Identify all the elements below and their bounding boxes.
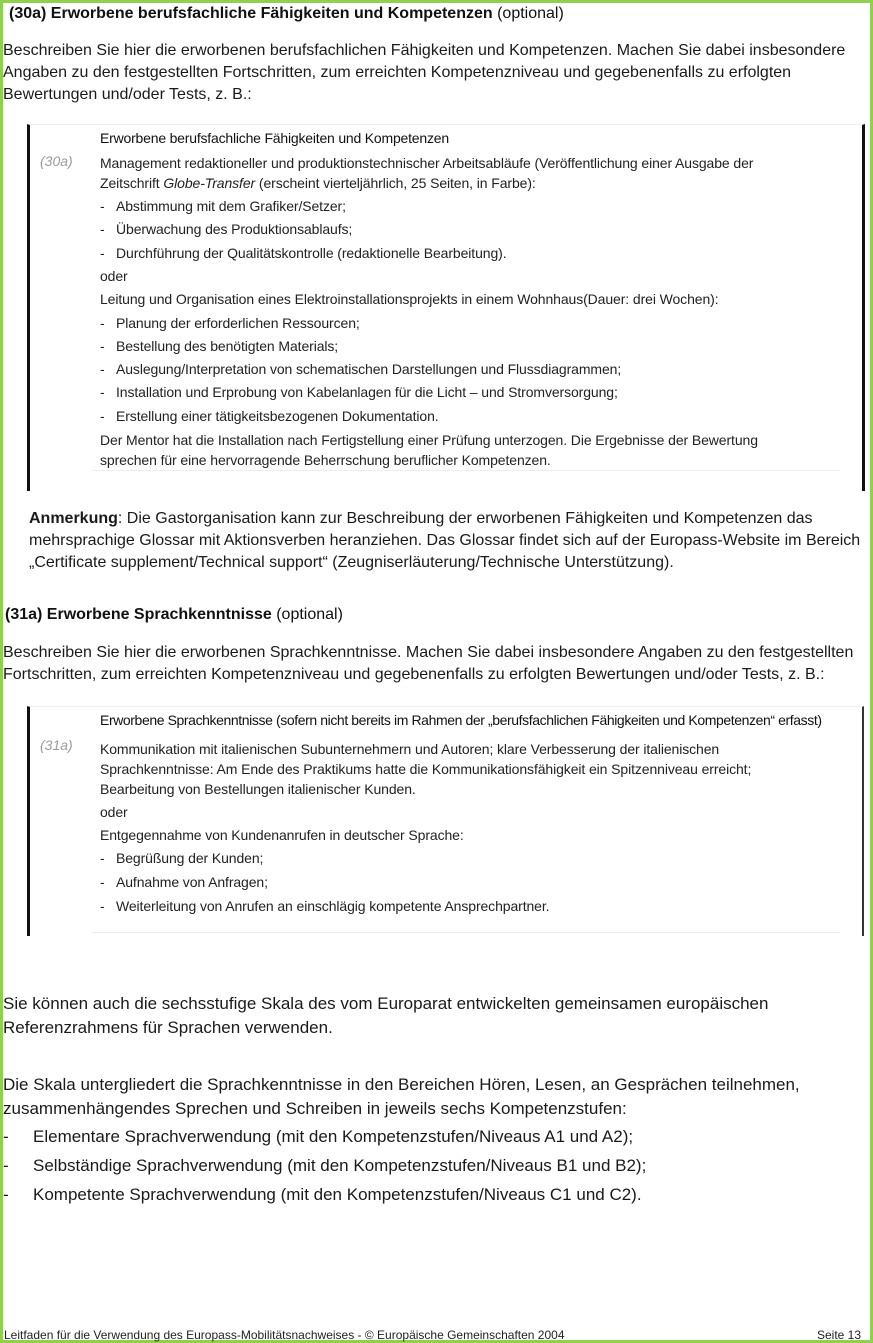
scale-line: Referenzrahmens für Sprachen verwenden. (3, 1018, 333, 1037)
list-text: Installation und Erprobung von Kabelanlagen für die Licht – und Stromversorgung; (116, 384, 618, 400)
box-line: Kommunikation mit italienischen Subunternehmern und Autoren; klare Verbesserung der italienischen (100, 741, 720, 757)
note-block (29, 508, 869, 574)
box-tag-30a: (30a) (40, 153, 73, 169)
section-31a-heading (5, 606, 343, 624)
box-list-item (100, 406, 439, 426)
footer-text: Leitfaden für die Verwendung des Europass-Mobilitätsnachweises - © Europäische Gemeinschaften 2004 (4, 1328, 565, 1342)
box-line: oder (100, 268, 128, 284)
scale-line: Sie können auch die sechsstufige Skala des vom Europarat entwickelten gemeinsamen europäischen (3, 994, 769, 1013)
box-line: Sprachkenntnisse: Am Ende des Praktikums hatte die Kommunikationsfähigkeit ein Spitzenniveau erreicht; (100, 761, 752, 777)
box-divider (92, 932, 840, 933)
box-line: Bearbeitung von Bestellungen italienischer Kunden. (100, 781, 416, 797)
box-list-item (100, 336, 338, 356)
list-dash: - (100, 361, 105, 377)
level-text: Elementare Sprachverwendung (mit den Kompetenzstufen/Niveaus A1 und A2); (33, 1127, 634, 1146)
list-dash: - (3, 1127, 9, 1146)
list-dash: - (3, 1185, 9, 1204)
box-title-31a: Erworbene Sprachkenntnisse (sofern nicht bereits im Rahmen der „berufsfachlichen Fähigkeiten und Kompetenzen“ erfasst) (100, 712, 822, 728)
list-dash: - (100, 221, 105, 237)
section-30a-heading-optional: (optional) (492, 5, 564, 22)
note-label: Anmerkung (29, 510, 118, 527)
list-text: Bestellung des benötigten Materials; (116, 338, 339, 354)
intro-line: Angaben zu den festgestellten Fortschritten, zum erreichten Kompetenzniveau und gegebenenfalls zu erfolgten (3, 64, 792, 81)
box-tag-31a: (31a) (40, 737, 73, 753)
list-text: Abstimmung mit dem Grafiker/Setzer; (116, 198, 346, 214)
box-list-item (100, 896, 549, 916)
note-line (29, 508, 869, 530)
scale-paragraph-2 (3, 1073, 863, 1121)
list-text: Planung der erforderlichen Ressourcen; (116, 315, 360, 331)
journal-title: Globe-Transfer (163, 175, 256, 191)
box-list-item (100, 382, 618, 402)
box-list-item (100, 872, 268, 892)
list-dash: - (100, 315, 105, 331)
level-item-elementary (3, 1127, 633, 1147)
note-text: : Die Gastorganisation kann zur Beschreibung der erworbenen Fähigkeiten und Kompetenzen das (117, 510, 813, 527)
list-dash: - (100, 198, 105, 214)
box-line: Der Mentor hat die Installation nach Fertigstellung einer Prüfung unterzogen. Die Ergebnisse der Bewertung (100, 432, 758, 448)
intro-line: Bewertungen und/oder Tests, z. B.: (3, 86, 252, 103)
list-dash: - (100, 338, 105, 354)
list-text: Weiterleitung von Anrufen an einschlägig kompetente Ansprechpartner. (116, 898, 550, 914)
box-list-item (100, 196, 346, 216)
box-list-item (100, 243, 507, 263)
scale-line: Die Skala untergliedert die Sprachkenntnisse in den Bereichen Hören, Lesen, an Gesprächen teilnehmen, (3, 1075, 800, 1094)
scale-line: zusammenhängendes Sprechen und Schreiben in jeweils sechs Kompetenzstufen: (3, 1099, 627, 1118)
intro-line: Fortschritten, zum erreichten Kompetenzniveau und gegebenenfalls zu erfolgten Bewertungen und/oder Tests, z. B.: (3, 666, 825, 683)
section-31a-intro (3, 642, 873, 686)
box-line: Leitung und Organisation eines Elektroinstallationsprojekts in einem Wohnhaus(Dauer: drei Wochen): (100, 291, 719, 307)
list-dash: - (100, 408, 105, 424)
level-item-proficient (3, 1185, 642, 1205)
box-list-item (100, 219, 352, 239)
box-line-part: Zeitschrift (100, 175, 164, 191)
example-box-31a (27, 706, 864, 936)
section-30a-heading-bold: (30a) Erworbene berufsfachliche Fähigkeiten und Kompetenzen (9, 5, 493, 22)
example-box-30a (27, 124, 865, 491)
box-line (100, 173, 536, 193)
list-dash: - (100, 850, 105, 866)
box-line: Management redaktioneller und produktionstechnischer Arbeitsabläufe (Veröffentlichung einer Ausgabe der (100, 155, 754, 171)
section-31a-heading-optional: (optional) (271, 606, 343, 623)
section-30a-heading (9, 5, 564, 23)
list-dash: - (100, 898, 105, 914)
level-text: Kompetente Sprachverwendung (mit den Kompetenzstufen/Niveaus C1 und C2). (33, 1185, 642, 1204)
level-item-independent (3, 1156, 646, 1176)
list-text: Durchführung der Qualitätskontrolle (redaktionelle Bearbeitung). (116, 245, 507, 261)
section-30a-intro (3, 40, 863, 106)
box-line: oder (100, 804, 128, 820)
box-title-30a: Erworbene berufsfachliche Fähigkeiten und Kompetenzen (100, 130, 449, 146)
box-list-item (100, 359, 621, 379)
box-divider (92, 470, 840, 471)
intro-line: Beschreiben Sie hier die erworbenen Sprachkenntnisse. Machen Sie dabei insbesondere Angaben zu den festgestellten (3, 644, 854, 661)
list-text: Überwachung des Produktionsablaufs; (116, 221, 353, 237)
list-dash: - (100, 874, 105, 890)
intro-line: Beschreiben Sie hier die erworbenen berufsfachlichen Fähigkeiten und Kompetenzen. Machen Sie dabei insbesondere (3, 42, 846, 59)
list-text: Aufnahme von Anfragen; (116, 874, 268, 890)
list-dash: - (100, 384, 105, 400)
section-31a-heading-bold: (31a) Erworbene Sprachkenntnisse (5, 606, 272, 623)
note-line: „Certificate supplement/Technical support“ (Zeugniserläuterung/Technische Unterstützung). (29, 554, 674, 571)
level-text: Selbständige Sprachverwendung (mit den Kompetenzstufen/Niveaus B1 und B2); (33, 1156, 647, 1175)
box-line: Entgegennahme von Kundenanrufen in deutscher Sprache: (100, 827, 464, 843)
list-text: Erstellung einer tätigkeitsbezogenen Dokumentation. (116, 408, 439, 424)
list-text: Begrüßung der Kunden; (116, 850, 264, 866)
page-number: Seite 13 (817, 1328, 862, 1342)
box-list-item (100, 848, 263, 868)
note-line: mehrsprachige Glossar mit Aktionsverben heranziehen. Das Glossar findet sich auf der Europass-Website im Bereich (29, 532, 861, 549)
list-text: Auslegung/Interpretation von schematischen Darstellungen und Flussdiagrammen; (116, 361, 622, 377)
scale-paragraph-1 (3, 992, 863, 1040)
box-line-part: (erscheint vierteljährlich, 25 Seiten, in Farbe): (255, 175, 536, 191)
box-list-item (100, 313, 360, 333)
list-dash: - (3, 1156, 9, 1175)
list-dash: - (100, 245, 105, 261)
box-line: sprechen für eine hervorragende Beherrschung beruflicher Kompetenzen. (100, 452, 551, 468)
